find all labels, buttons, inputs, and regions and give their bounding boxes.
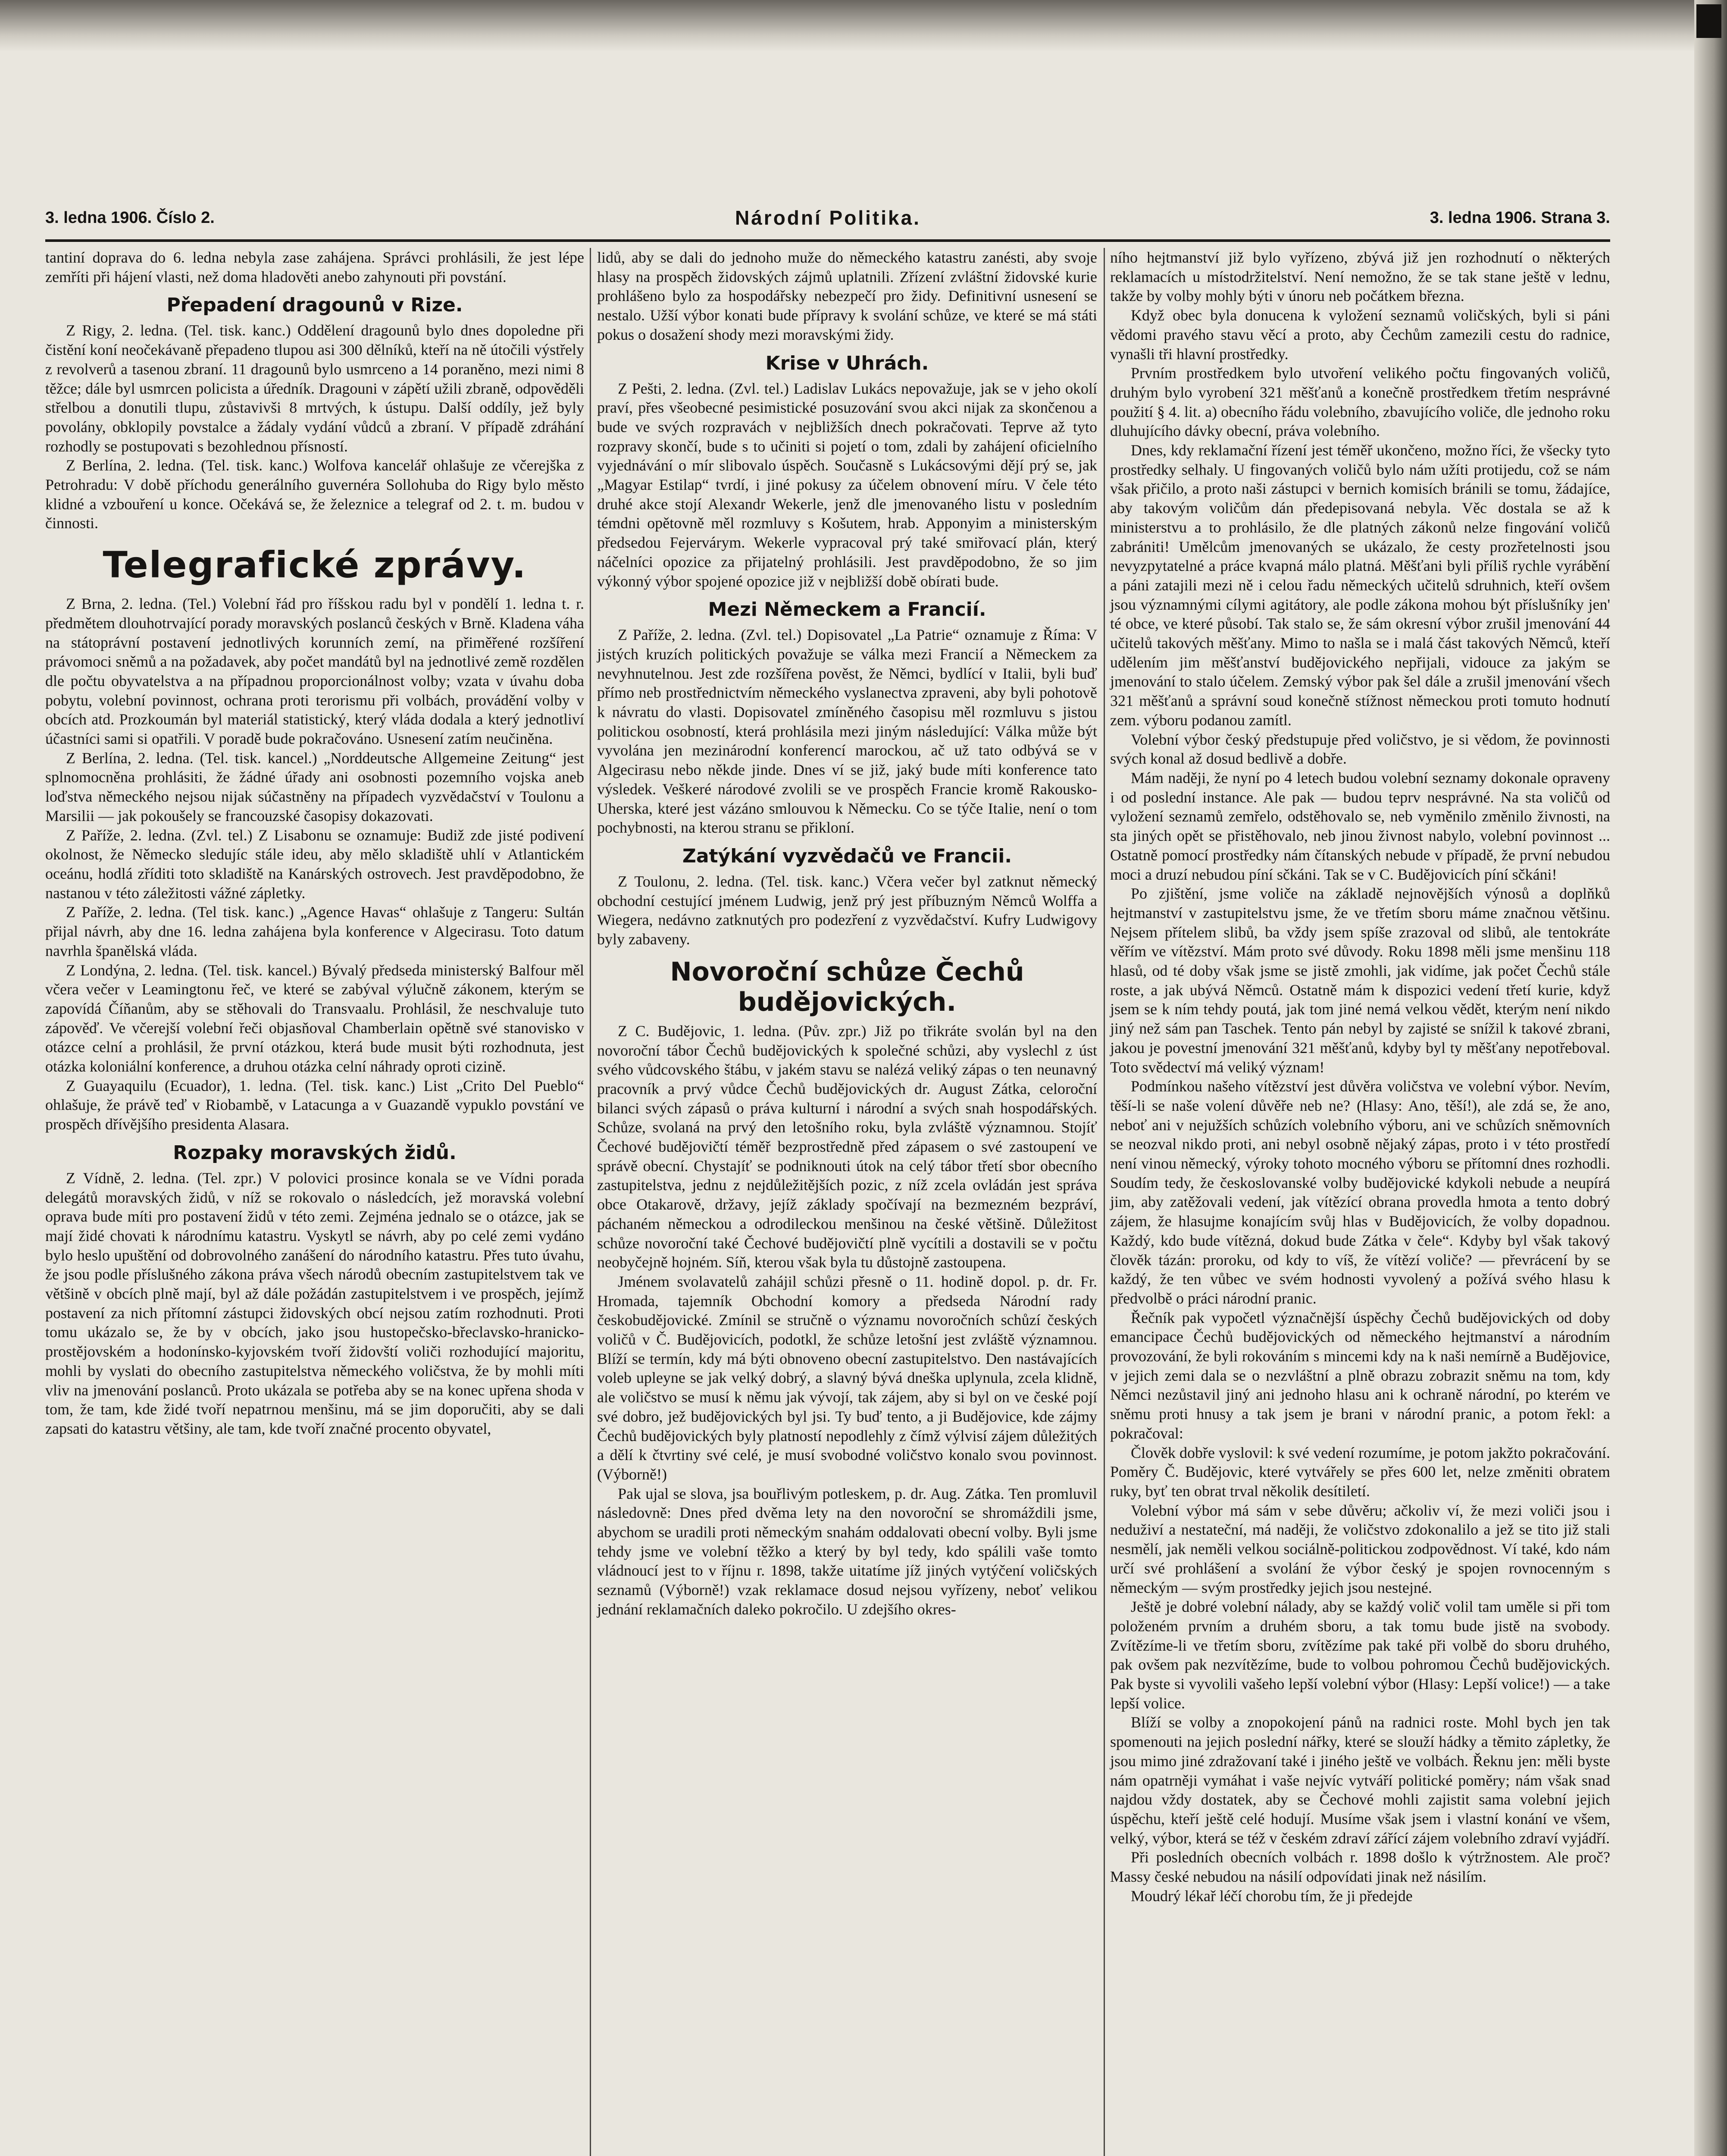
column-2 <box>597 248 1097 1619</box>
article-paragraph: Volební výbor má sám v sebe důvěru; ačkoliv ví, že mezi voliči jsou i neduživí a nestateční, má naději, že voličstvo zdokonalilo a jež se tito již stali nesmělí, jak neměli velkou sociálně-politickou zodpovědnost. Ví také, kdo nám určí své prohlášení a svolání že výbor český je spojen rovnocenným s německým — svým prostředky jejich jsou nestejné. <box>1110 1501 1610 1596</box>
article-paragraph: Z C. Budějovic, 1. ledna. (Pův. zpr.) Již po třikráte svolán byl na den novoroční tábor Čechů budějovických k společné schůzi, aby vyslechl z úst svého vůdcovského štábu, v jakém stavu se nalézá veliký zápas o ten neunavný pracovník a prvý vůdce Čechů budějovických dr. August Zátka, celoroční bilanci svých zápasů o práva kulturní i národní a svých snah hospodářských. Schůze, svolaná na prvý den letošního roku, byla zvláště významnou. Stojíť Čechové budějovičtí téměř bezprostředně před zápasem o své zastoupení ve správě obecní. Chystajíť se podniknouti útok na celý tábor třetí sbor obecního zastupitelstva, jednu z nejdůležitějších pozic, z níž zcela ovládán jest správa obce Otakarově, državy, jejíž základy spočívají na bezmezném bezpráví, páchaném německou a odrodileckou menšinou na české většině. Důležitost schůze novoroční také Čechové budějovičtí plně vycítili a dostavili se v počtu neobyčejně hojném. Síň, kterou však byla tu důstojně zastoupena. <box>597 1022 1097 1271</box>
article-paragraph: Moudrý lékař léčí chorobu tím, že ji předejde <box>1131 1887 1413 1905</box>
article-paragraph: Z Guayaquilu (Ecuador), 1. ledna. (Tel. tisk. kanc.) List „Crito Del Pueblo“ ohlašuje, že právě teď v Riobambě, v Latacunga a v Guazandě vypuklo povstání ve prospěch dřívějšího presidenta Alasara. <box>45 1077 584 1133</box>
article-paragraph: Z Londýna, 2. ledna. (Tel. tisk. kancel.) Bývalý předseda ministerský Balfour měl včera večer v Leamingtonu řeč, ve které se zabýval výlučně zákonem, kterým se zapovídá Číňanům, aby se stěhovali do Transvaalu. Prohlásil, že neschvaluje tuto zápověď. Ve včerejší volební řeči objasňoval Chamberlain opětně své stanovisko v otázce celní a prohlásil, že první otázkou, která bude musit býti rozhodnuta, jest otázka koloniální konference, a druhou otázka celní náhrady oproti cizině. <box>45 961 584 1075</box>
column-1 <box>45 248 584 1438</box>
header-rule <box>45 239 1610 242</box>
article-paragraph: Člověk dobře vyslovil: k své vedení rozumíme, je potom jakžto pokračování. Poměry Č. Budějovic, které vytvářely se přes 600 let, nelze změniti obratem ruky, byť ten obrat trval několik desítiletí. <box>1110 1444 1610 1500</box>
article-paragraph: Prvním prostředkem bylo utvoření velikého počtu fingovaných voličů, druhým bylo vyrobení 321 měšťanů a konečně prostředkem třetím nesprávné použití § 4. lit. a) obecního řádu volebního, zbavujícího voliče, dle jednoho roku dluhujícího dávky obecní, práva volebního. <box>1110 364 1610 440</box>
article-paragraph: Ještě je dobré volební nálady, aby se každý volič volil tam uměle si při tom položeném prvním a druhém sboru, a tak tomu bude jistě na svobody. Zvítězíme-li ve třetím sboru, zvítězíme pak také při volbě do sboru druhého, pak ovšem pak nezvítězíme, bude to volbou pohromou Čechů budějovických. Pak byste si vyvolili vašeho lepší volební výbor (Hlasy: Lepší volice!) — a take lepší volice. <box>1110 1598 1610 1712</box>
article-paragraph: Z Pešti, 2. ledna. (Zvl. tel.) Ladislav Lukács nepovažuje, jak se v jeho okolí praví, přes všeobecné pesimistické posuzování svou akci nijak za skončenou a bude ve svých rozpravách v nejbližších dnech pokračovati. Teprve až tyto rozpravy skončí, bude s to učiniti si pojetí o tom, zdali by zahájení oficielního vyjednávání o mír slibovalo úspěch. Současně s Lukácsovými dějí prý se, jak „Magyar Estilap“ tvrdí, i jiné pokusy za účelem obnovení míru. V čele této druhé akce stojí Alexandr Wekerle, jenž dle jmenovaného listu v posledním témdni opětovně měl rozmluvy s Košutem, hrab. Apponyim a ministerským předsedou Fejervárym. Wekerle vypracoval prý také smiřovací plán, který náčelníci opozice za přijatelný prohlásili. Jest pravděpodobno, že so jim výkonný výbor spojené opozice již v nejbližší době obírati bude. <box>597 379 1097 590</box>
article-paragraph: Z Vídně, 2. ledna. (Tel. zpr.) V polovici prosince konala se ve Vídni porada delegátů moravských židů, v níž se rokovalo o následcích, jež moravská volební oprava bude míti pro postavení židů v této zemi. Zejména jednalo se o otázce, jak se mají židé chovati k národnímu katastru. Vyskytl se návrh, aby po celé zemi vydáno bylo heslo upuštění od dobrovolného zanášení do národního katastru. Přes tuto úvahu, že jsou podle příslušného zákona práva všech národů obecním zastupitelstvem tak ve většině v obcích plně mají, byl až dále požádán zastupitelstvem i ve prospěch, jejímž postavení za nich přítomní zástupci židovských obcí nejsou zatím rozhodnuti. Proti tomu ukázalo se, že by v obcích, jako jsou hustopečsko-břeclavsko-hranicko-prostějovském a hodonínsko-kyjovském tvoří židovští voliči rozhodující majoritu, mohli by vyslati do obecního zastupitelstva německého voličstva, že by mohli míti vliv na jmenování poslanců. Proto ukázala se potřeba aby se na konec upřena shoda v tom, že tam, kde židé tvoří nepatrnou menšinu, má se jim doporučiti, aby se dali zapsati do katastru většiny, ale tam, kde tvoří značné procento obyvatel, <box>45 1169 584 1437</box>
article-paragraph: Volební výbor český předstupuje před voličstvo, je si vědom, že povinnosti svých konal až dosud bedlivě a dobře. <box>1110 730 1610 768</box>
article-paragraph: tantiní doprava do 6. ledna nebyla zase zahájena. Správci prohlásili, že jest lépe zemříti při hájení vlasti, než doma hladověti anebo zahynouti při povstání. <box>45 249 584 285</box>
article-paragraph: lidů, aby se dali do jednoho muže do německého katastru zanésti, aby svoje hlasy na prospěch židovských zájmů uplatnili. Zřízení zvláštní židovské kurie prohlášeno bylo za hospodářsky nebezpečí pro židy. Definitivní usnesení se nestalo. Užší výbor konati bude přípravy k svolání schůze, ve které se má státi pokus o dosažení shody mezi moravskými židy. <box>597 249 1097 343</box>
article-paragraph: Při posledních obecních volbách r. 1898 došlo k výtržnostem. Ale proč? Massy české nebudou na násilí odpovídati jinak než násilím. <box>1110 1849 1610 1886</box>
article-paragraph: Z Paříže, 2. ledna. (Zvl. tel.) Dopisovatel „La Patrie“ oznamuje z Říma: V jistých kruzích politických považuje se válka mezi Francií a Německem za nevyhnutelnou. Jest zde rozšířena pověst, že Němci, bydlící v Italii, byli buď přímo neb prostřednictvím německého vyslanectva zpraveni, aby byli pohotově k návratu do vlasti. Dopisovatel zmíněného časopisu měl rozmluvu s jistou politickou osobností, která prohlásila mezi jiným následující: Válka může být vyvolána jen mezinárodní konferencí marockou, ač už tato odbývá se v Algecirasu nebo někde jinde. Dnes ví se již, jaký bude míti konference tato výsledek. Veškeré národové zvolili se ve prospěch Francie kromě Rakousko-Uherska, které jest vázáno smlouvou k Německu. Co se týče Italie, není o tom pochybnosti, na kterou stranu se přikloní. <box>597 626 1097 837</box>
article-paragraph: Podmínkou našeho vítězství jest důvěra voličstva ve volební výbor. Nevím, těší-li se naše volení důvěře neb ne? (Hlasy: Ano, těší!), ale zdá se, že ano, neboť ani v nejužších schůzích volebního výboru, ani ve schůzích sněmovních se neozval nikdo proti, ani nebyl osobně nějaký zápas, proto i v této prostředí není vinou německý, výroky tohoto mocného výboru se přítomní dnes rozhodli. Soudím tedy, že českoslovanské volby budějovické kdykoli nebude a neupírá jim, aby zatěžovali vedení, jak vítězící obrana provedla hmota a tento dobrý zájem, že hlasujme konajícím svůj hlas v Budějovicích, že volby dopadnou. Každý, kdo bude vítězná, dokud bude Zátka v čele“. Kdyby byl však takový člověk tázán: proroku, od kdy to víš, že vítězí voliče? — převrácení by se každý, že ten vůbec ve svém hodnosti vyvolený a požívá svého hlasu k předvolbě o práci národní pranic. <box>1110 1078 1610 1307</box>
article-paragraph: Z Brna, 2. ledna. (Tel.) Volební řád pro říšskou radu byl v pondělí 1. ledna t. r. předmětem dlouhotrvající porady moravských poslanců českých v Brně. Kladena váha na státoprávní postavení jednotlivých korunních zemí, na přiměřené rozšíření právomoci sněmů a na požadavek, aby počet mandátů byl na jednotlivé země rozdělen dle počtu obyvatelstva a na případnou proporcionálnost volby; vzata v úvahu doba pobytu, volební povinnost, ochrana proti terorismu při volbách, provádění volby v obcích atd. Prozkoumán byl materiál statistický, který vláda dodala a který jednotliví účastníci sami si opatřili. V poradě bude pokračováno. Usnesení zatím neučiněna. <box>45 595 584 748</box>
article-paragraph: Z Paříže, 2. ledna. (Zvl. tel.) Z Lisabonu se oznamuje: Budiž zde jisté podivení okolnost, že Německo sledujíc stále ideu, aby mělo skladiště uhlí v Atlantickém oceánu, hodlá zříditi toto skladiště na Kanárských ostrovech. Jest pravděpodobno, že nastanou v této záležitosti vážné zápletky. <box>45 826 584 902</box>
article-heading: Přepadení dragounů v Rize. <box>166 294 463 317</box>
scan-corner-mark <box>1696 4 1721 38</box>
article-paragraph: Mám naději, že nyní po 4 letech budou volební seznamy dokonale opraveny i od poslední instance. Ale pak — budou teprv nesprávné. Na sta voličů od vyložení seznamů zemřelo, odstěhovalo se, neb vyměnilo změnilo živnosti, na sta jiných opět se přistěhovalo, neb jinou živnost nabylo, volební povinnost ... Ostatně pomocí prostředky nám čítanských nebude v případě, že první nebudou moci a druzí nebudou píní sčkáni. Tak se v C. Budějovicích píní sčkáni! <box>1110 769 1610 883</box>
scan-top-shadow <box>0 0 1727 52</box>
article-paragraph: ního hejtmanství již bylo vyřízeno, zbývá již jen rozhodnutí o některých reklamacích u místodržitelství. Není nemožno, že se tak stane ještě v lednu, takže by volby mohly býti v únoru neb počátkem března. <box>1110 249 1610 305</box>
article-paragraph: Když obec byla donucena k vyložení seznamů voličských, byli si páni vědomi pravého stavu věcí a proto, aby Čechům zamezili cestu do radnice, vynašli tři hlavní prostředky. <box>1110 307 1610 363</box>
scan-edge-shadow <box>1694 0 1727 2156</box>
article-paragraph: Z Rigy, 2. ledna. (Tel. tisk. kanc.) Oddělení dragounů bylo dnes dopoledne při čistění koní neočekávaně přepadeno tlupou asi 300 dělníků, kteří na ně útočili výstřely z revolverů a tasenou zbraní. 11 dragounů bylo usmrceno a 14 poraněno, mezi nimi 8 těžce; dále byl usmrcen policista a úředník. Dragouni v zápětí užili zbraně, odpověděli střelbou a donutili tlupu, zůstavivši 8 mrtvých, k ústupu. Další oddíly, jež byly povolány, obklopily povstalce a žádaly vydání vůdců a zbraní. V případě zdráhání rozhodly se postupovati s bezohlednou přísností. <box>45 322 584 455</box>
column-3 <box>1110 248 1610 1905</box>
header-date-issue: 3. ledna 1906. Číslo 2. <box>45 209 215 227</box>
article-paragraph: Z Berlína, 2. ledna. (Tel. tisk. kanc.) Wolfova kancelář ohlašuje ze včerejška z Petrohradu: V době příchodu generálního guvernéra Sollohuba do Rigy bylo město klidné a vzbouření u konce. Očekává se, že železnice a telegraf od 2. t. m. budou v činnosti. <box>45 457 584 532</box>
section-heading: Telegrafické zprávy. <box>103 544 527 586</box>
header-date-page: 3. ledna 1906. Strana 3. <box>1430 209 1610 227</box>
article-heading: Novoroční schůze Čechů budějovických. <box>670 956 1024 1017</box>
article-heading: Mezi Německem a Francií. <box>708 599 986 621</box>
newspaper-title: Národní Politika. <box>735 207 921 229</box>
column-divider <box>590 248 591 2156</box>
article-paragraph: Pak ujal se slova, jsa bouřlivým potleskem, p. dr. Aug. Zátka. Ten promluvil následovně: Dnes před dvěma lety na den novoroční se shromáždili jsme, abychom se uradili proti německým snahám oddalovati obecní volby. Byli jsme tehdy jsme ve volební těžko a který by byl tedy, kdo spálili vaše tomto vládnoucí jest to v říjnu r. 1898, takže uitatíme jíž jiných vytýčení voličských seznamů (Výborně!) vzak reklamace dosud nejsou vyřízeny, neboť velikou jednání reklamačních daleko pokročilo. U zdejšího okres- <box>597 1485 1097 1618</box>
page-header <box>45 206 1610 231</box>
article-paragraph: Blíží se volby a znopokojení pánů na radnici roste. Mohl bych jen tak spomenouti na jejich poslední nářky, které se slouží hádky a těmito zápletky, že jsou mimo jiné zdražovaní také i jiného ještě ve volbách. Řeknu jen: měli byste nám opatrněji vymáhat i vaše nejvíc vytváří politické poměry; nám však snad najdou vždy dostatek, aby se Čechové mohli zajistit sama volební jejich úspěchu, kteří ještě celé hodují. Musíme však jsem i vlastní konání ve všem, velký, výbor, která se též v českém zdraví zářící zájem volebního zdraví vyjádří. <box>1110 1714 1610 1847</box>
article-paragraph: Řečník pak vypočetl význačnější úspěchy Čechů budějovických od doby emancipace Čechů budějovických od německého hejtmanství a národním provozování, že byli rokováním s mincemi kdy na k naši nemírně a Budějovice, v jejich zemi dala se o nezvláštní a plně obrazu zobrazit sněmu na tom, kdy Němci nezůstavil jiný ani jednoho hlasu ani k ochraně národní, po kterém ve sněmu proti hnusy a tak jsem je brani v národní pranic, a potom řekl: a pokračoval: <box>1110 1309 1610 1442</box>
column-divider <box>1104 248 1105 2156</box>
article-paragraph: Po zjištění, jsme voliče na základě nejnovějších výnosů a doplňků hejtmanství v zastupitelstvu jsme, že ve třetím sboru máme značnou většinu. Nejsem přítelem slibů, ba vždy jsem spíše zrazoval od slibů, ale tentokráte věřím ve vítězství. Mám proto své důvody. Roku 1898 měli jsme menšinu 118 hlasů, od té doby však jsme se jistě zmohli, jak vidíme, jak počet Čechů stále roste, a jak ubývá Němců. Ostatně mám k dispozici vedení třetí kurie, když jsem se k ním tehdy poutá, jak tom jiné nemá velkou vědět, kterým není nikdo jiný než sám pan Taschek. Tento pán nebyl by zajisté se snížil k takové zbrani, jakou je povestní jmenování 321 měšťanů, kdyby byl ty měšťany nepotřeboval. Toto svědectví má veliký význam! <box>1110 885 1610 1076</box>
article-paragraph: Z Paříže, 2. ledna. (Tel tisk. kanc.) „Agence Havas“ ohlašuje z Tangeru: Sultán přijal návrh, aby dne 16. ledna zahájena byla konference v Algecirasu. Toto datum navrhla španělská vláda. <box>45 903 584 959</box>
article-heading: Rozpaky moravských židů. <box>173 1141 457 1164</box>
article-paragraph: Z Toulonu, 2. ledna. (Tel. tisk. kanc.) Včera večer byl zatknut německý obchodní cestující jménem Ludwig, jenž prý jest příbuzným Němců Wolffa a Wiegera, nedávno zatknutých pro podezření z vyzvědačství. Kufry Ludwigovy byly zabaveny. <box>597 872 1097 948</box>
article-heading: Krise v Uhrách. <box>765 352 929 374</box>
article-heading: Zatýkání vyzvědačů ve Francii. <box>682 845 1012 867</box>
article-paragraph: Jménem svolavatelů zahájil schůzi přesně o 11. hodině dopol. p. dr. Fr. Hromada, tajemník Obchodní komory a předseda Národní rady českobudějovické. Zmínil se stručně o významu novoročních schůzí českých voličů v Č. Budějovicích, podotkl, že schůze letošní jest zvláště významnou. Blíží se termín, kdy má býti obnoveno obecní zastupitelstvo. Den nastávajících voleb upleyne se jak velký dobrý, a slavný bývá dneška uplynula, zcela klidně, ale voličstvo se musí k němu jak vývojí, tak zájem, aby si byl on ve české pojí své dobro, jež budějovických byl jsi. Ty buď tento, a ji Budějovice, kde zájmy Čechů budějovických byly platností nepodlehly z čímž výlvisí zájem důležitých a dělí k čtvrtiny své celé, je musí svobodné voličstvo konalo svou povinnost. (Výborně!) <box>597 1272 1097 1483</box>
article-paragraph: Z Berlína, 2. ledna. (Tel. tisk. kancel.) „Norddeutsche Allgemeine Zeitung“ jest splnomocněna prohlásiti, že žádné úřady ani osobnosti pozemního vojska aneb loďstva německého nejsou nijak súčastněny na případech vyzvědačství v Toulonu a Marsilii — jak pokoušely se francouzské časopisy dokazovati. <box>45 749 584 824</box>
article-paragraph: Dnes, kdy reklamační řízení jest téměř ukončeno, možno říci, že všecky tyto prostředky selhaly. U fingovaných voličů bylo nám užíti protijedu, což se nám však přičilo, a proto naši zástupci v bernich komisích bránili se tomu, žádajíce, aby takovým voličům dán předepisovaná nebyla. Věc dostala se až k ministerstvu a to prohlásilo, že dle platných zákonů nelze fingování voličů zabrániti! Umělcům jmenovaných se ukázalo, že cesty prozřetelnosti jsou nevyzpytatelné a práce kvapná málo platná. Měšťani byli příliš rychle vyrábění a páni zatajili mezi ně i celou řadu německých učitelů sdruhnich, kteří ovšem jsou významnými cílymi agitátory, ale podle zákona mohou být příslušníky jen' té obce, ve které působí. Tak stalo se, že sám okresní výbor zrušil jmenování 44 učitelů takových měšťany. Mimo to našla se i malá část takových Němců, kteří udělením jim měšťanství budějovického nepřijali, vidouce za jakým se jmenování to stalo účelem. Zemský výbor pak šel dále a zrušil jmenování všech 321 měšťanů a správní soud konečně stížnost německou proti tomuto hodnutí zem. výboru podanou zamítl. <box>1110 442 1610 729</box>
